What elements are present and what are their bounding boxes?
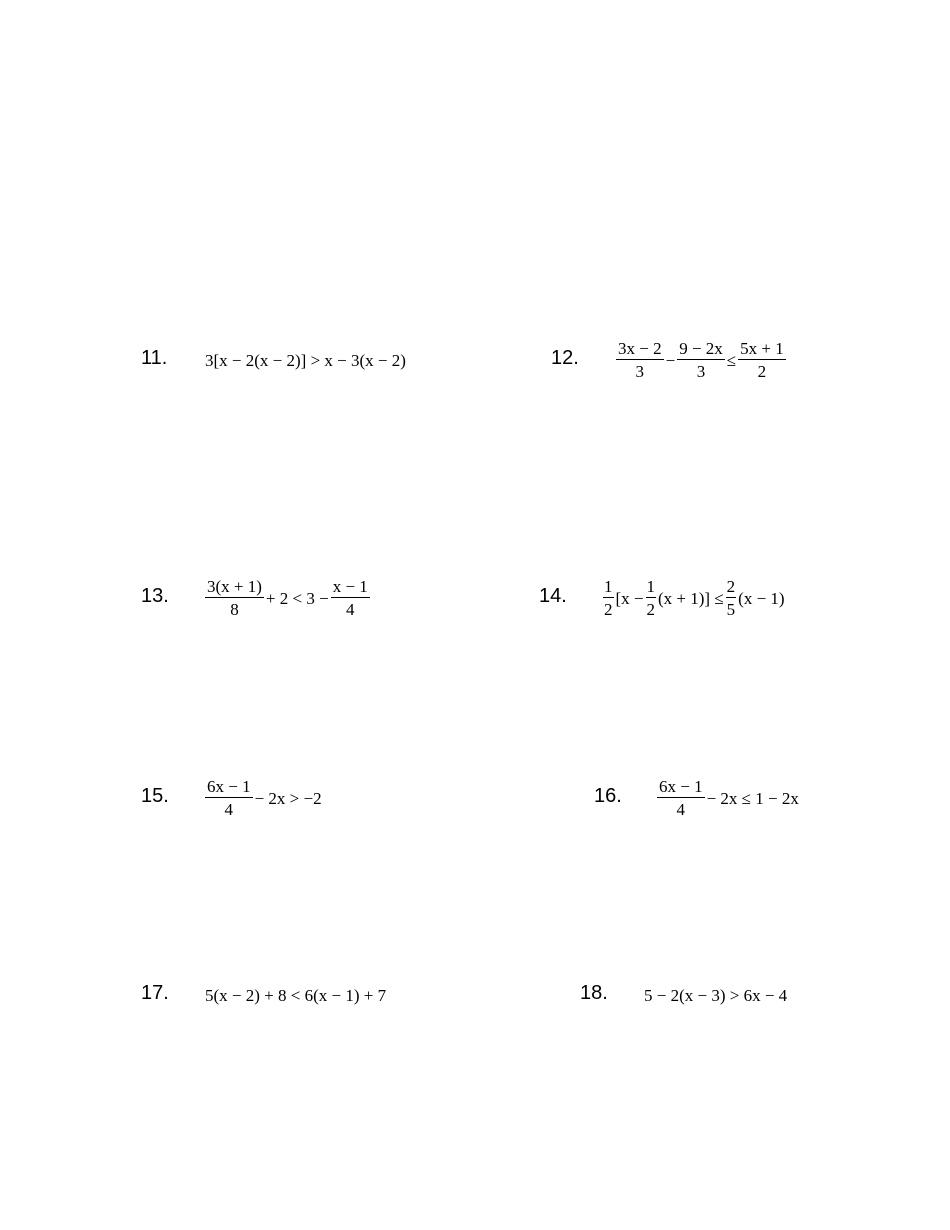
problem-12-fraction-2 (677, 340, 725, 380)
problem-13-middle: + 2 < 3 − (265, 588, 329, 608)
problem-16-number: 16. (594, 785, 622, 807)
problem-13-fraction-2 (331, 578, 370, 618)
fraction-numerator: 2 (726, 577, 736, 596)
problem-14-fraction-2 (646, 578, 657, 618)
problem-12-fraction-1 (616, 340, 664, 380)
problem-15-inequality (203, 778, 322, 818)
fraction-numerator: 6x − 1 (659, 777, 703, 796)
fraction-numerator: 3x − 2 (618, 339, 662, 358)
fraction-numerator: 9 − 2x (679, 339, 723, 358)
fraction-denominator: 4 (676, 800, 686, 819)
fraction-denominator: 4 (224, 800, 234, 819)
fraction-denominator: 4 (345, 600, 355, 619)
fraction-numerator: 5x + 1 (740, 339, 784, 358)
problem-14-inequality (601, 578, 785, 618)
problem-18-number: 18. (580, 982, 608, 1004)
fraction-denominator: 2 (757, 362, 767, 381)
problem-17-number: 17. (141, 982, 169, 1004)
fraction-denominator: 2 (646, 600, 655, 619)
problem-13-inequality (203, 578, 372, 618)
problem-11-text: 3[x − 2(x − 2)] > x − 3(x − 2) (205, 351, 406, 370)
problem-15-number: 15. (141, 785, 169, 807)
problem-12-number: 12. (551, 347, 579, 369)
problem-15-rest: − 2x > −2 (254, 788, 322, 808)
problem-18-inequality (644, 987, 787, 1004)
problem-17-text: 5(x − 2) + 8 < 6(x − 1) + 7 (205, 986, 387, 1005)
fraction-numerator: 3(x + 1) (207, 577, 262, 596)
problem-18-text: 5 − 2(x − 3) > 6x − 4 (644, 986, 788, 1005)
fraction-numerator: x − 1 (332, 577, 368, 596)
problem-15-fraction-1 (205, 778, 253, 818)
problem-12-fraction-3 (738, 340, 786, 380)
fraction-denominator: 3 (696, 362, 706, 381)
problem-14-fraction-1 (603, 578, 614, 618)
problem-12-inequality (614, 340, 788, 380)
problem-16-rest: − 2x ≤ 1 − 2x (706, 788, 799, 808)
fraction-numerator: 1 (604, 577, 613, 596)
problem-11-inequality (205, 352, 406, 369)
operator: − (665, 350, 676, 370)
problem-14-number: 14. (539, 585, 567, 607)
fraction-denominator: 3 (635, 362, 645, 381)
fraction-denominator: 8 (230, 600, 239, 619)
fraction-denominator: 5 (726, 600, 736, 619)
operator: ≤ (726, 350, 737, 370)
fraction-numerator: 6x − 1 (207, 777, 251, 796)
fraction-denominator: 2 (604, 600, 613, 619)
problem-14-text-1: [x − (615, 588, 644, 608)
problem-11-number: 11. (141, 347, 168, 369)
problem-17-inequality (205, 987, 386, 1004)
problem-13-number: 13. (141, 585, 169, 607)
problem-16-fraction-1 (657, 778, 705, 818)
problem-16-inequality (655, 778, 799, 818)
problem-14-text-3: (x − 1) (738, 588, 785, 608)
problem-14-text-2: (x + 1)] ≤ (658, 588, 724, 608)
problem-13-fraction-1 (205, 578, 264, 618)
fraction-numerator: 1 (646, 577, 655, 596)
problem-14-fraction-3 (726, 578, 737, 618)
